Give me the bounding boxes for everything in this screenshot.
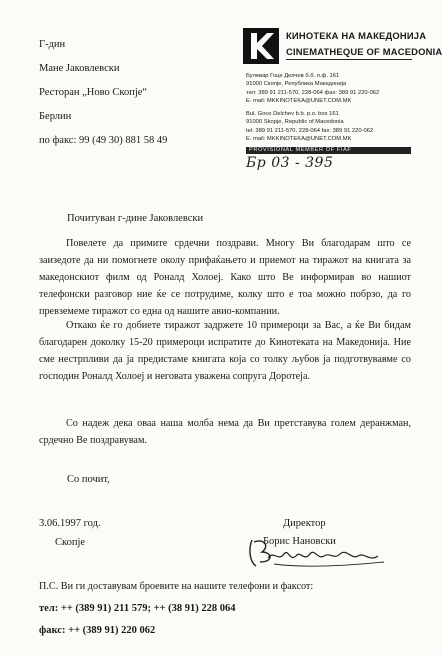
contact-fax: факс: ++ (389 91) 220 062 xyxy=(39,625,156,636)
handwritten-signature xyxy=(244,532,394,577)
address-mk-line: E. mail: MKKINOTEKA@UNET.COM.MK xyxy=(246,97,352,104)
signatory-name: Борис Нановски xyxy=(263,536,336,547)
handwritten-reference-number: Бр 03 - 395 xyxy=(246,155,334,171)
recipient-block xyxy=(39,33,167,153)
body-paragraph: Со надеж дека оваа наша молба нема да Ви претставува голем деранжман, срдечно Ве поздравувам. xyxy=(39,418,411,446)
address-mk-line: Булевар Гоце Делчев б.б. п.ф. 161 xyxy=(246,73,340,79)
address-en xyxy=(246,110,373,143)
salutation: Почитуван г-дине Јаковлевски xyxy=(67,213,204,224)
postscript: П.С. Ви ги доставувам броевите на нашите телефони и факсот: xyxy=(39,581,314,592)
recipient-city: Берлин xyxy=(39,111,72,122)
contact-telephone: тел: ++ (389 91) 211 579; ++ (38 91) 228 064 xyxy=(39,603,236,614)
closing: Со почит, xyxy=(67,474,110,485)
signatory-role: Директор xyxy=(283,518,326,529)
recipient-company: Ресторан „Ново Скопје“ xyxy=(39,87,148,98)
recipient-name: Мане Јаковлевски xyxy=(39,63,120,74)
letterhead-rule xyxy=(286,59,412,60)
body-paragraph: Откако ќе го добиете тиражот задржете 10 примероци за Вас, а ќе Ви бидам благодарен доколку 15-20 примероци испратите до Кинотеката на Македонија. Ние сме нестрпливи да ја предистаме книгата која со толку љубов ја подготвувавме со господин Роналд Холоеј и неговата уважена сопруга Доротеја. xyxy=(39,320,411,382)
recipient-fax: по факс: 99 (49 30) 881 58 49 xyxy=(39,135,168,146)
address-en-line: tel: 389 91 211-570, 228-064 fax: 389 91 220-062 xyxy=(246,127,374,134)
address-mk-line: 91000 Скопје, Република Македонија xyxy=(246,81,347,88)
address-en-line: 91000 Skopje, Republic of Macedonia xyxy=(246,119,344,126)
kinoteka-logo-icon xyxy=(243,28,279,64)
org-name-mk: КИНОТЕКА НА МАКЕДОНИЈА xyxy=(286,30,427,41)
address-en-line: E. mail: MKKINOTEKA@UNET.COM.MK xyxy=(246,135,352,142)
letter-date: 3.06.1997 год. xyxy=(39,518,101,529)
body-paragraph: Повелете да примите срдечни поздрави. Многу Ви благодарам што се заизедоте да ни помогнете околу прифаќањето и приемот на тиражот на книгата за македонскиот филм од Роналд Холоеј. Како што Ве информирав во нашиот телефонски разговор ние ќе се потрудиме, колку што е тоа можно побрзо, да го превземеме тиражот со една од нашите авио-компании. xyxy=(39,238,411,317)
org-name-en: CINEMATHEQUE OF MACEDONIA xyxy=(286,46,442,57)
address-en-line: Bul. Goce Delchev b.b. p.o. box 161 xyxy=(246,111,339,117)
provisional-member-banner: PROVISIONAL MEMBER OF FIAF xyxy=(246,147,411,154)
address-mk-line: тел: 389 91 211-570, 228-064 фах: 389 91 220-062 xyxy=(246,89,380,96)
address-mk xyxy=(246,72,379,105)
recipient-title: Г-дин xyxy=(39,39,66,50)
letter-place: Скопје xyxy=(55,537,86,548)
